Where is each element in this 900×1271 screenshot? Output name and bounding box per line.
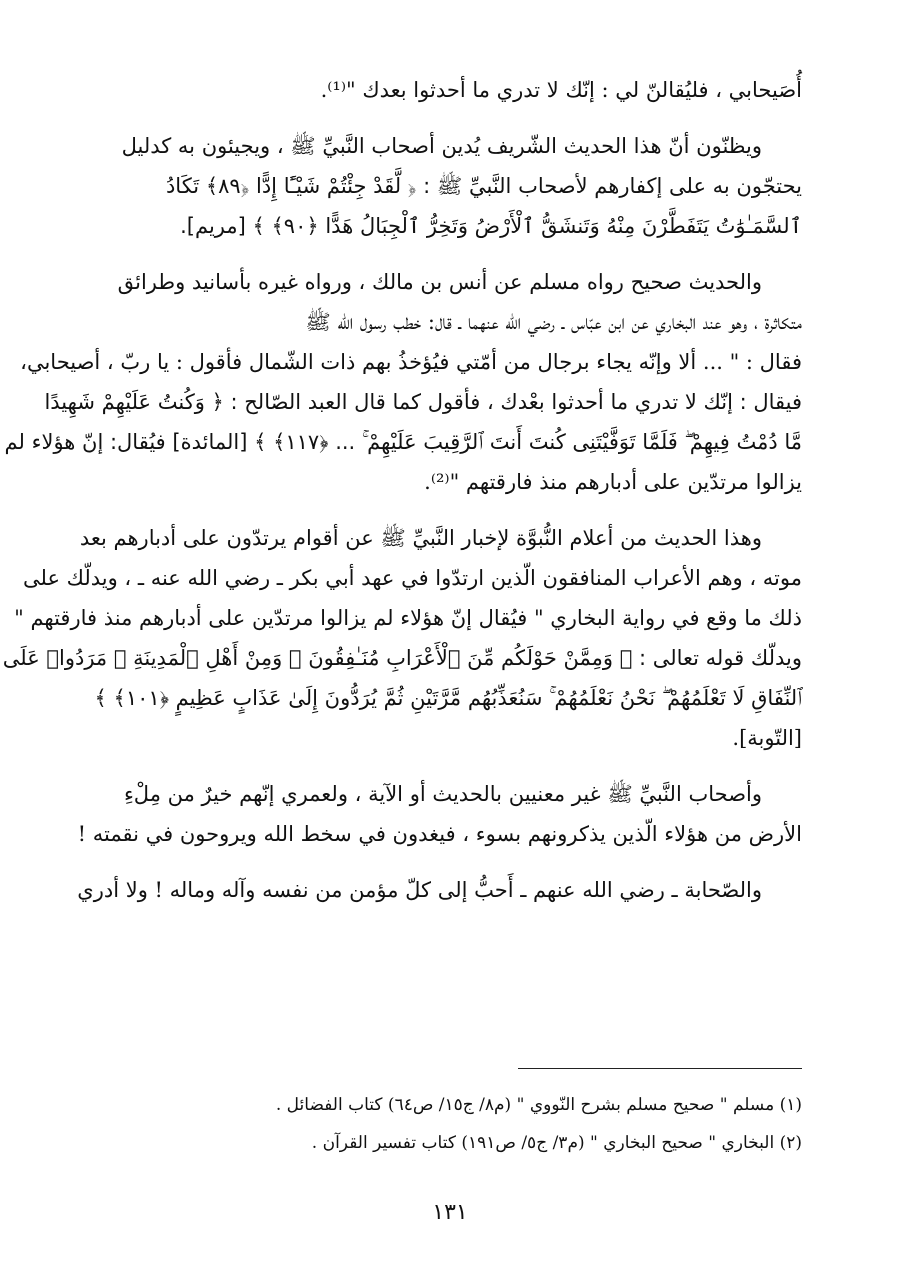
text-line: والحديث صحيح رواه مسلم عن أنس بن مالك ، ورواه غيره بأسانيد وطرائق [117, 270, 762, 294]
text-line: ويظنّون أنّ هذا الحديث الشّريف يُدين أصحاب النَّبيِّ ﷺ ، ويجيئون به كدليل [121, 134, 762, 158]
paragraph-5 [77, 774, 802, 854]
footnote-2: (٢) البخاري " صحيح البخاري " (م٣/ ج٥/ ص١٩١) كتاب تفسير القرآن . [311, 1133, 802, 1153]
paragraph-3 [4, 262, 802, 502]
footnote-1: (١) مسلم " صحيح مسلم بشرح النّووي " (م٨/ ج١٥/ ص٦٤) كتاب الفضائل . [275, 1095, 802, 1115]
paragraph-1 [96, 70, 802, 110]
text-line: يزالوا مرتدّين على أدبارهم منذ فارقتهم "⁽²⁾. [424, 470, 802, 494]
text-line: والصّحابة ـ رضي الله عنهم ـ أَحبُّ إلى كلّ مؤمن من نفسه وآله وماله ! ولا أدري [77, 878, 762, 902]
text-line: موته ، وهم الأعراب المنافقون الّذين ارتدّوا في عهد أبي بكر ـ رضي الله عنه ـ ، ويدلّك على [22, 566, 802, 590]
quran-verse-line: ٱلسَّمَـٰوَٰتُ يَتَفَطَّرْنَ مِنْهُ وَتَنشَقُّ ٱلْأَرْضُ وَتَخِرُّ ٱلْجِبَالُ هَدًّا ﴿٩٠﴾ ﴾ [مريم]. [180, 214, 802, 238]
text-line: وهذا الحديث من أعلام النُّبوَّة لإخبار النَّبيِّ ﷺ عن أقوام يرتدّون على أدبارهم بعد [79, 526, 762, 550]
quran-verse-line: ٱلنِّفَاقِ لَا تَعْلَمُهُمْ ۖ نَحْنُ نَعْلَمُهُمْ ۚ سَنُعَذِّبُهُم مَّرَّتَيْنِ ثُمَّ يُرَدُّونَ إِلَىٰ عَذَابٍ عَظِيمٍ ﴿١٠١﴾ ﴾ [94, 686, 802, 710]
text-line: فقال : " ... ألا وإنّه يجاء برجال من أمّتي فيُؤخذُ بهم ذات الشّمال فأقول : يا ربّ ، أصيحابي، [20, 350, 802, 374]
text-line: الأرض من هؤلاء الّذين يذكرونهم بسوء ، فيغدون في سخط الله ويروحون في نقمته ! [77, 822, 802, 846]
paragraph-2 [96, 126, 802, 246]
text-line: وأصحاب النَّبيِّ ﷺ غير معنيين بالحديث أو الآية ، ولعمري إنّهم خيرٌ من مِلْءِ [123, 782, 762, 806]
paragraph-6 [77, 870, 802, 910]
main-text [2, 70, 802, 910]
text-line: ذلك ما وقع في رواية البخاري " فيُقال إنّ هؤلاء لم يزالوا مرتدّين على أدبارهم منذ فارقتهم " [14, 606, 802, 630]
footnote-divider [518, 1068, 802, 1069]
quran-verse-line: مَّا دُمْتُ فِيهِمْ ۖ فَلَمَّا تَوَفَّيْتَنِى كُنتَ أَنتَ ٱلرَّقِيبَ عَلَيْهِمْ ۚ ... ﴿١١٧﴾ ﴾ [المائدة] فيُقال: إنّ هؤلاء لم [4, 430, 802, 454]
text-line: [التّوبة]. [732, 726, 802, 750]
text-line: يحتجّون به على إكفارهم لأصحاب النَّبيِّ ﷺ : ﴿ لَّقَدْ جِئْتُمْ شَيْـًٔا إِدًّا ﴿٨٩﴾ تَكَادُ [165, 174, 802, 198]
text-line: ويدلّك قوله تعالى : ﴿ وَمِمَّنْ حَوْلَكُم مِّنَ ٱلْأَعْرَابِ مُنَـٰفِقُونَ ۖ وَمِنْ أَهْلِ ٱلْمَدِينَةِ ۖ مَرَدُوا۟ عَلَى [2, 646, 802, 670]
page-number: ١٣١ [432, 1200, 468, 1225]
text-line: فيقال : إنّك لا تدري ما أحدثوا بعْدك ، فأقول كما قال العبد الصّالح : ﴿ وَكُنتُ عَلَيْهِمْ شَهِيدًا [44, 390, 802, 414]
text-line: أُصَيحابي ، فليُقالنّ لي : إنّك لا تدري ما أحدثوا بعدك "⁽¹⁾. [320, 78, 802, 102]
text-line: متكاثرة ، وهو عند البخاري عن ابن عبّاس ـ رضي الله عنهما ـ قال: خطب رسول الله ﷺ [305, 310, 802, 334]
footnotes [96, 1086, 802, 1162]
paragraph-4 [2, 518, 802, 758]
